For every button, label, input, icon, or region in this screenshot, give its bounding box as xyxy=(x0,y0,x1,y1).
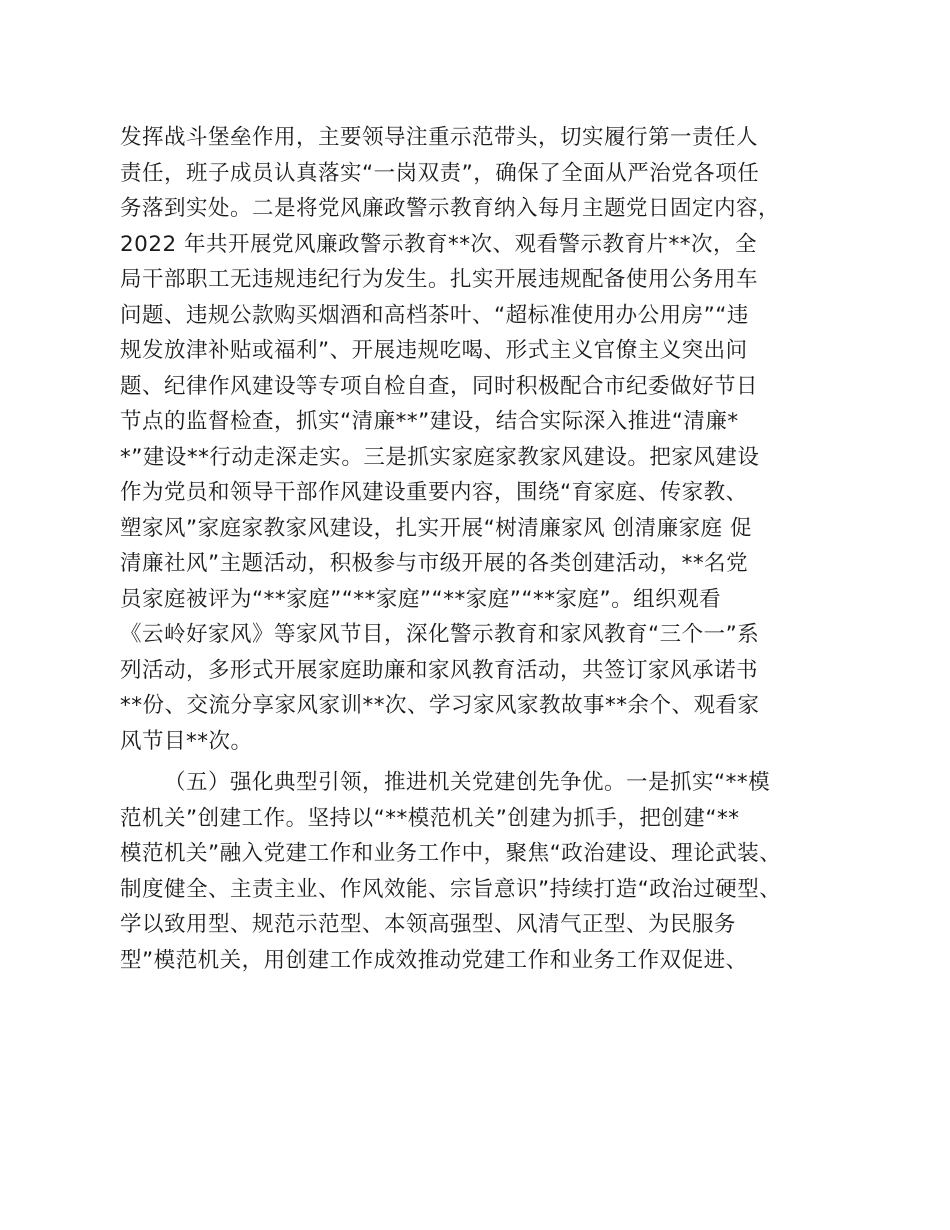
text-line: 责任，班子成员认真落实“一岗双责”，确保了全面从严治党各项任 xyxy=(120,160,760,186)
text-line: 务落到实处。二是将党风廉政警示教育纳入每月主题党日固定内容， xyxy=(120,196,781,221)
text-line: 风节目**次。 xyxy=(120,728,253,754)
text-line: **份、交流分享家风家训**次、学习家风家教故事**余个、观看家 xyxy=(120,693,760,718)
text-line: 范机关”创建工作。坚持以“**模范机关”创建为抓手，把创建“** xyxy=(120,805,740,831)
text-line: 型”模范机关，用创建工作成效推动党建工作和业务工作双促进、 xyxy=(120,947,748,973)
text-line: 发挥战斗堡垒作用，主要领导注重示范带头，切实履行第一责任人 xyxy=(120,125,759,150)
text-line: 模范机关”融入党建工作和业务工作中，聚焦“政治建设、理论武装、 xyxy=(120,841,782,866)
text-line: 《云岭好家风》等家风节目，深化警示教育和家风教育“三个一”系 xyxy=(120,622,760,647)
text-line: 题、纪律作风建设等专项自检自查，同时积极配合市纪委做好节日 xyxy=(120,373,759,399)
text-line: 列活动，多形式开展家庭助廉和家风教育活动，共签订家风承诺书 xyxy=(120,657,759,683)
paragraph-1 xyxy=(120,120,860,759)
text-line: 规发放津补贴或福利”、开展违规吃喝、形式主义官僚主义突出问 xyxy=(120,338,748,363)
text-line: *”建设**行动走深走实。三是抓实家庭家教家风建设。把家风建设 xyxy=(120,444,760,470)
text-line: 作为党员和领导干部作风建设重要内容，围绕“育家庭、传家教、 xyxy=(120,480,748,505)
paragraph-2 xyxy=(120,765,860,978)
text-line: （五）强化典型引领，推进机关党建创先争优。一是抓实“**模 xyxy=(164,770,771,795)
text-line: 局干部职工无违规违纪行为发生。扎实开展违规配备使用公务用车 xyxy=(120,267,759,292)
text-line: 塑家风”家庭家教家风建设，扎实开展“树清廉家风 创清廉家庭 促 xyxy=(120,515,752,541)
text-line: 2022 年共开展党风廉政警示教育**次、观看警示教育片**次，全 xyxy=(120,231,758,257)
text-line: 清廉社风”主题活动，积极参与市级开展的各类创建活动，**名党 xyxy=(120,551,749,576)
text-line: 问题、违规公款购买烟酒和高档茶叶、“超标准使用办公用房”“违 xyxy=(120,302,749,328)
text-line: 制度健全、主责主业、作风效能、宗旨意识”持续打造“政治过硬型、 xyxy=(120,876,782,902)
document-body xyxy=(120,120,860,984)
text-line: 员家庭被评为“**家庭”“**家庭”“**家庭”“**家庭”。组织观看 xyxy=(120,586,722,612)
text-line: 学以致用型、规范示范型、本领高强型、风清气正型、为民服务 xyxy=(120,912,737,937)
text-line: 节点的监督检查，抓实“清廉**”建设，结合实际深入推进“清廉* xyxy=(120,409,739,434)
